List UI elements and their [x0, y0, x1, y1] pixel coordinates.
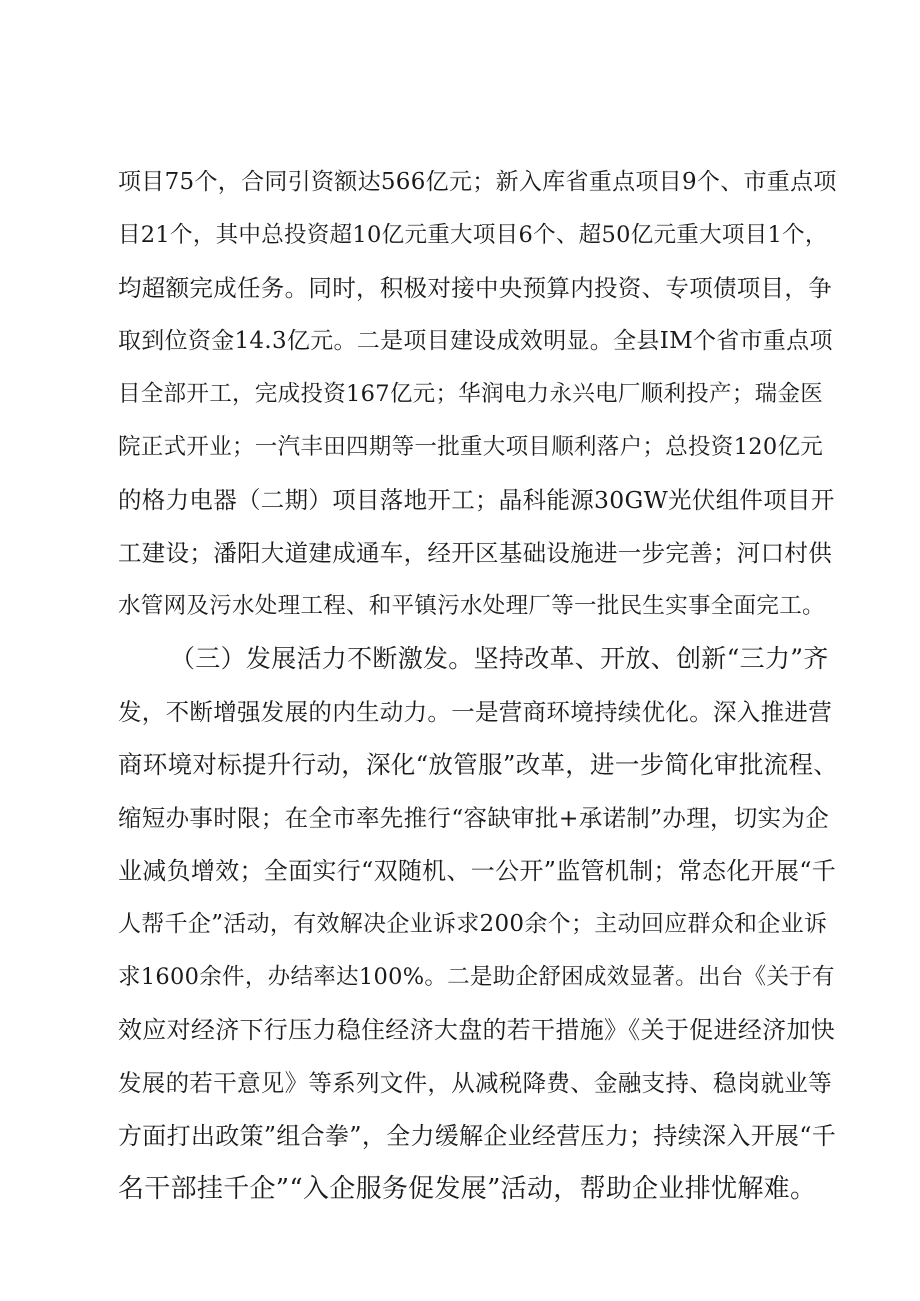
text-line: 目全部开工，完成投资167亿元；华润电力永兴电厂顺利投产；瑞金医 — [118, 381, 824, 407]
text-line: 效应对经济下行压力稳住经济大盘的若干措施》《关于促进经济加快 — [118, 1016, 835, 1044]
text-line: 均超额完成任务。同时，积极对接中央预算内投资、专项债项目，争 — [118, 274, 832, 302]
text-line: 人帮千企”活动，有效解决企业诉求200余个；主动回应群众和企业诉 — [118, 911, 828, 937]
text-line: 业减负增效；全面实行“双随机、一公开”监管机制；常态化开展“千 — [118, 857, 837, 885]
text-line: 项目75个，合同引资额达566亿元；新入库省重点项目9个、市重点项 — [118, 169, 837, 195]
text-line: 发，不断增强发展的内生动力。一是营商环境持续优化。深入推进营 — [118, 698, 832, 726]
text-line: 求1600余件，办结率达100%。二是助企舒困成效显著。出台《关于有 — [118, 964, 835, 990]
text-line: 名干部挂千企”“入企服务促发展”活动，帮助企业排忧解难。 — [118, 1174, 817, 1204]
text-line: 目21个，其中总投资超10亿元重大项目6个、超50亿元重大项目1个， — [118, 222, 828, 248]
text-line: 商环境对标提升行动，深化“放管服”改革，进一步简化审批流程、 — [118, 750, 839, 779]
text-line: 院正式开业；一汽丰田四期等一批重大项目顺利落户；总投资120亿元 — [118, 434, 824, 460]
text-line: 的格力电器（二期）项目落地开工；晶科能源30GW光伏组件项目开 — [118, 486, 835, 514]
text-line: 工建设；潘阳大道建成通车，经开区基础设施进一步完善；河口村供 — [118, 539, 832, 567]
text-line: 方面打出政策”组合拳”，全力缓解企业经营压力；持续深入开展“千 — [118, 1122, 837, 1150]
text-line: 缩短办事时限；在全市率先推行“容缺审批+承诺制”办理，切实为企 — [118, 804, 830, 832]
text-line: 取到位资金14.3亿元。二是项目建设成效明显。全县IM个省市重点项 — [118, 328, 833, 354]
text-line: 水管网及污水处理工程、和平镇污水处理厂等一批民生实事全面完工。 — [118, 593, 825, 619]
section-heading-line: （三）发展活力不断激发。坚持改革、开放、创新“三力”齐 — [170, 644, 829, 673]
text-line: 发展的若干意见》等系列文件，从减税降费、金融支持、稳岗就业等 — [118, 1069, 832, 1097]
